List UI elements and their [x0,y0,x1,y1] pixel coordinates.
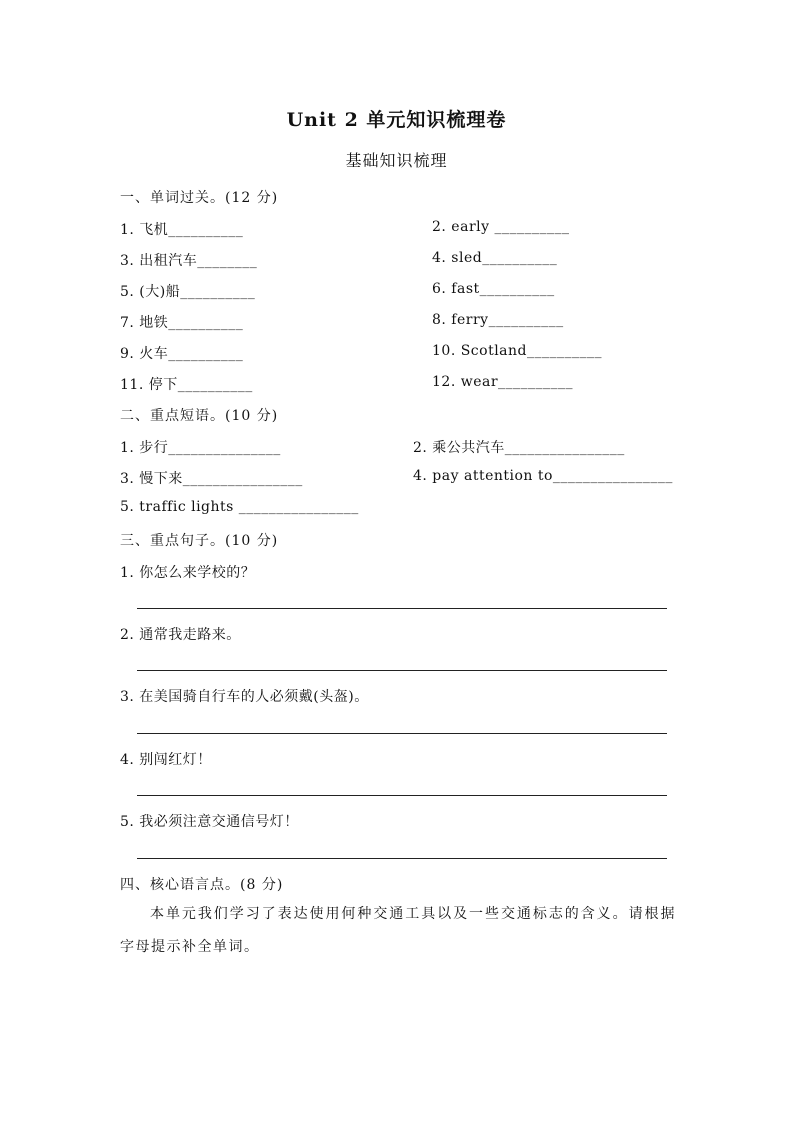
sentence-item-2: 2. 通常我走路来。 [120,627,241,643]
section-1-heading: 一、单词过关。(12 分) [120,190,279,206]
phrase-item-1: 1. 步行_______________ [120,440,281,456]
vocab-item-12: 12. wear__________ [432,374,574,390]
worksheet-title: Unit 2 单元知识梳理卷 [286,109,507,131]
vocab-item-1: 1. 飞机__________ [120,222,244,238]
vocab-item-3: 3. 出租汽车________ [120,253,258,269]
vocab-item-6: 6. fast__________ [432,281,555,297]
phrase-item-2: 2. 乘公共汽车________________ [413,440,625,456]
section-2-heading: 二、重点短语。(10 分) [120,408,279,424]
worksheet-subtitle: 基础知识梳理 [345,151,448,170]
vocab-item-10: 10. Scotland__________ [432,343,603,359]
answer-line-2 [137,670,667,671]
vocab-item-2: 2. early __________ [432,219,570,235]
vocab-item-5: 5. (大)船__________ [120,284,256,300]
vocab-item-8: 8. ferry__________ [432,312,564,328]
phrase-item-5: 5. traffic lights ________________ [120,499,359,515]
section-4-paragraph: 本单元我们学习了表达使用何种交通工具以及一些交通标志的含义。请根据字母提示补全单词。 [120,906,676,955]
answer-line-3 [137,733,667,734]
sentence-item-3: 3. 在美国骑自行车的人必须戴(头盔)。 [120,689,369,705]
sentence-item-5: 5. 我必须注意交通信号灯！ [120,814,299,830]
vocab-item-9: 9. 火车__________ [120,346,244,362]
section-4-heading: 四、核心语言点。(8 分) [120,877,284,893]
phrase-item-4: 4. pay attention to________________ [413,468,673,484]
vocab-item-4: 4. sled__________ [432,250,558,266]
answer-line-5 [137,858,667,859]
section-3-heading: 三、重点句子。(10 分) [120,533,279,549]
sentence-item-4: 4. 别闯红灯！ [120,752,212,768]
sentence-item-1: 1. 你怎么来学校的？ [120,565,256,581]
phrase-item-3: 3. 慢下来________________ [120,471,303,487]
vocab-item-7: 7. 地铁__________ [120,315,244,331]
answer-line-4 [137,795,667,796]
answer-line-1 [137,608,667,609]
vocab-item-11: 11. 停下__________ [120,377,253,393]
